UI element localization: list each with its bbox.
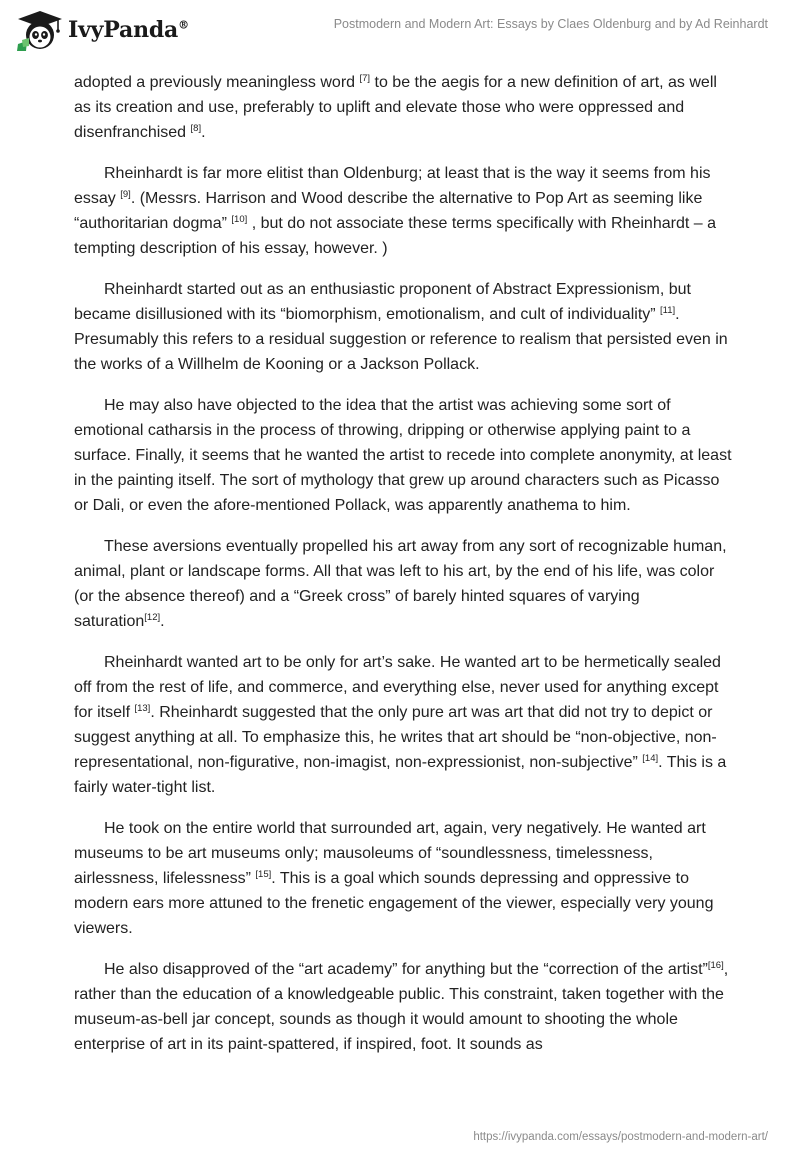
paragraph <box>74 816 734 941</box>
paragraph <box>74 534 734 634</box>
paragraph-text: He took on the entire world that surrounded art, again, very negatively. He wanted art museums to be art museums only; mausoleums of “soundlessness, timelessness, airlessness, lifelessness” <box>74 820 706 887</box>
paragraph-text: . <box>160 613 165 630</box>
paragraph <box>74 161 734 261</box>
footnote-reference[interactable]: [15] <box>255 869 272 880</box>
footnote-reference[interactable]: [9] <box>120 189 131 200</box>
paragraph-text: . Presumably this refers to a residual suggestion or reference to realism that persisted even in the works of a Willhelm de Kooning or a Jackson Pollack. <box>74 306 728 373</box>
paragraph <box>74 650 734 800</box>
paragraph-text: . (Messrs. Harrison and Wood describe the alternative to Pop Art as seeming like “authoritarian dogma” <box>74 190 703 232</box>
graduate-panda-icon <box>14 8 66 52</box>
logo-text: IvyPanda® <box>68 17 189 43</box>
paragraph-text: He also disapproved of the “art academy” for anything but the “correction of the artist” <box>104 961 708 978</box>
article-body <box>74 70 734 1073</box>
footnote-reference[interactable]: [13] <box>134 703 151 714</box>
paragraph-text: . This is a fairly water-tight list. <box>74 754 727 796</box>
paragraph <box>74 277 734 377</box>
paragraph-text: Rheinhardt started out as an enthusiastic proponent of Abstract Expressionism, but became disillusioned with its “biomorphism, emotionalism, and cult of individuality” <box>74 281 691 323</box>
paragraph-text: , rather than the education of a knowledgeable public. This constraint, taken together with the museum-as-bell jar concept, sounds as though it would amount to shooting the whole enterprise of art in its paint-spattered, if inspired, foot. It sounds as <box>74 961 729 1053</box>
footnote-reference[interactable]: [16] <box>707 960 724 971</box>
footer-url[interactable]: https://ivypanda.com/essays/postmodern-and-modern-art/ <box>473 1131 768 1143</box>
paragraph-text: . <box>201 124 206 141</box>
paragraph-text: adopted a previously meaningless word <box>74 74 360 91</box>
paragraph-text: to be the aegis for a new definition of art, as well as its creation and use, preferably to uplift and elevate those who were oppressed and disenfranchised <box>74 74 717 141</box>
paragraph-text: Rheinhardt wanted art to be only for art’s sake. He wanted art to be hermetically sealed off from the rest of life, and commerce, and everything else, never used for anything except for itself <box>74 654 721 721</box>
paragraph <box>74 957 734 1057</box>
page-title: Postmodern and Modern Art: Essays by Claes Oldenburg and by Ad Reinhardt <box>333 17 768 31</box>
page-header <box>0 0 800 60</box>
footnote-reference[interactable]: [11] <box>660 305 676 316</box>
paragraph-text: . Rheinhardt suggested that the only pure art was art that did not try to depict or suggest anything at all. To emphasize this, he writes that art should be “non-objective, non-representational, non-figurative, non-imagist, non-expressionist, non-subjective” <box>74 704 717 771</box>
footnote-reference[interactable]: [14] <box>642 753 659 764</box>
paragraph-text: . This is a goal which sounds depressing and oppressive to modern ears more attuned to the frenetic engagement of the viewer, especially very young viewers. <box>74 870 714 937</box>
footnote-reference[interactable]: [7] <box>359 73 371 84</box>
paragraph <box>74 393 734 518</box>
logo[interactable] <box>14 8 189 52</box>
footnote-reference[interactable]: [10] <box>231 214 248 225</box>
paragraph-text: , but do not associate these terms specifically with Rheinhardt – a tempting description of his essay, however. ) <box>74 215 716 257</box>
paragraph <box>74 70 734 145</box>
footnote-reference[interactable]: [12] <box>144 612 161 623</box>
paragraph-text: These aversions eventually propelled his art away from any sort of recognizable human, animal, plant or landscape forms. All that was left to his art, by the end of his life, was color (or the absence thereof) and a “Greek cross” of barely hinted squares of varying saturation <box>74 538 727 630</box>
paragraph-text: Rheinhardt is far more elitist than Oldenburg; at least that is the way it seems from his essay <box>74 165 711 207</box>
paragraph-text: He may also have objected to the idea that the artist was achieving some sort of emotional catharsis in the process of throwing, dripping or otherwise applying paint to a surface. Finally, it seems that he wanted the artist to recede into complete anonymity, at least in the painting itself. The sort of mythology that grew up around characters such as Picasso or Dali, or even the afore-mentioned Pollack, was apparently anathema to him. <box>74 397 732 514</box>
footnote-reference[interactable]: [8] <box>190 123 202 134</box>
